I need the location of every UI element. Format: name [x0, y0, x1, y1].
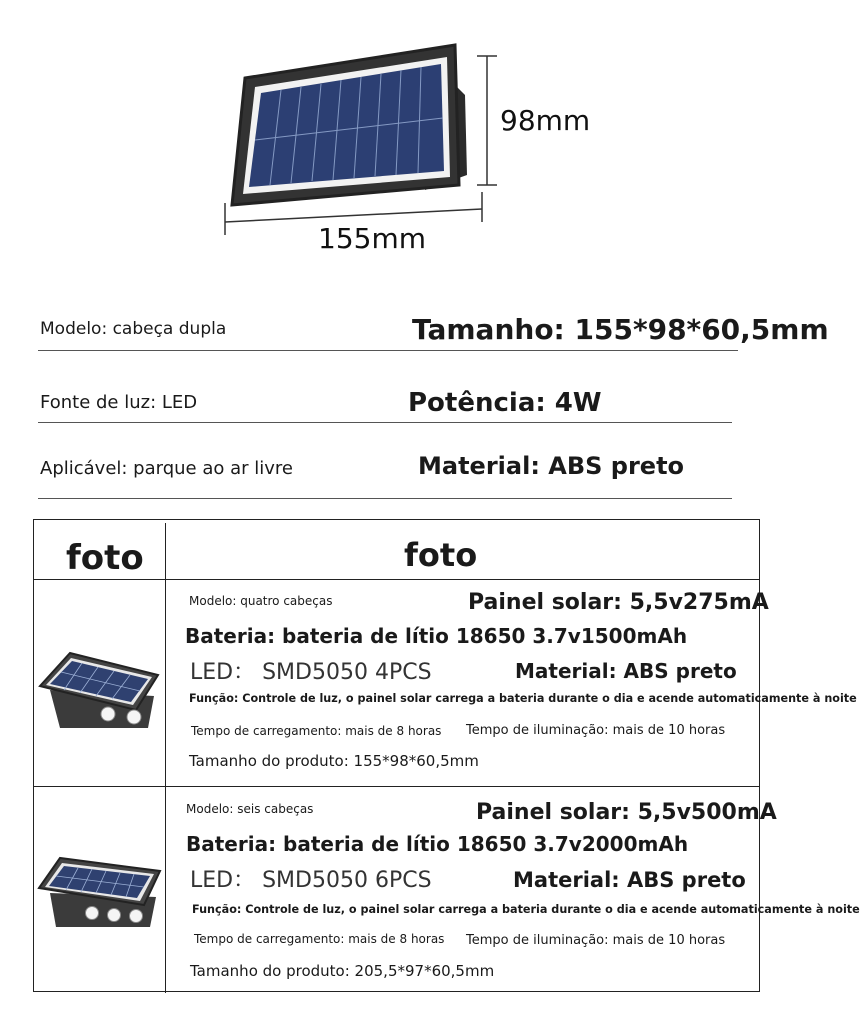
row1-lighting-time: Tempo de iluminação: mais de 10 horas — [466, 723, 726, 738]
spec-model: Modelo: cabeça dupla — [40, 319, 227, 339]
product-image-four-heads — [36, 650, 162, 742]
row2-solar-panel: Painel solar: 5,5v500mA — [476, 800, 777, 825]
spec-material: Material: ABS preto — [418, 452, 685, 480]
divider — [38, 422, 732, 423]
row2-lighting-time: Tempo de iluminação: mais de 10 horas — [466, 933, 726, 948]
row2-model: Modelo: seis cabeças — [186, 802, 314, 816]
row2-charge-time: Tempo de carregamento: mais de 8 horas — [194, 932, 445, 946]
width-dimension-label: 155mm — [318, 222, 426, 255]
divider — [38, 350, 738, 351]
row1-charge-time: Tempo de carregamento: mais de 8 horas — [191, 724, 442, 738]
height-dimension-label: 98mm — [500, 104, 591, 137]
row-divider — [34, 579, 759, 580]
row1-function: Função: Controle de luz, o painel solar carrega a bateria durante o dia e acende automaticamente à noite — [189, 692, 857, 705]
divider — [38, 498, 732, 499]
header-photo-2: foto — [404, 536, 478, 574]
row1-model: Modelo: quatro cabeças — [189, 594, 333, 608]
row2-battery: Bateria: bateria de lítio 18650 3.7v2000mAh — [186, 832, 689, 856]
spec-applicable: Aplicável: parque ao ar livre — [40, 458, 294, 479]
row1-solar-panel: Painel solar: 5,5v275mA — [468, 590, 769, 615]
spec-power: Potência: 4W — [408, 388, 602, 418]
row1-led: LED： SMD5050 4PCS — [190, 660, 432, 685]
row2-function: Função: Controle de luz, o painel solar carrega a bateria durante o dia e acende automaticamente à noite — [192, 903, 860, 916]
spec-light-source: Fonte de luz: LED — [40, 392, 198, 413]
row1-battery: Bateria: bateria de lítio 18650 3.7v1500mAh — [185, 624, 688, 648]
spec-size: Tamanho: 155*98*60,5mm — [412, 313, 829, 346]
row1-product-size: Tamanho do produto: 155*98*60,5mm — [189, 752, 479, 770]
row2-product-size: Tamanho do produto: 205,5*97*60,5mm — [190, 962, 495, 980]
row2-led: LED： SMD5050 6PCS — [190, 868, 432, 893]
row-divider — [34, 786, 759, 787]
row2-material: Material: ABS preto — [513, 868, 746, 892]
solar-panel-drawing — [215, 40, 505, 240]
product-image-six-heads — [36, 855, 162, 939]
column-divider — [165, 523, 166, 993]
product-dimension-figure — [215, 40, 505, 240]
row1-material: Material: ABS preto — [515, 659, 737, 683]
header-photo-1: foto — [66, 538, 144, 578]
